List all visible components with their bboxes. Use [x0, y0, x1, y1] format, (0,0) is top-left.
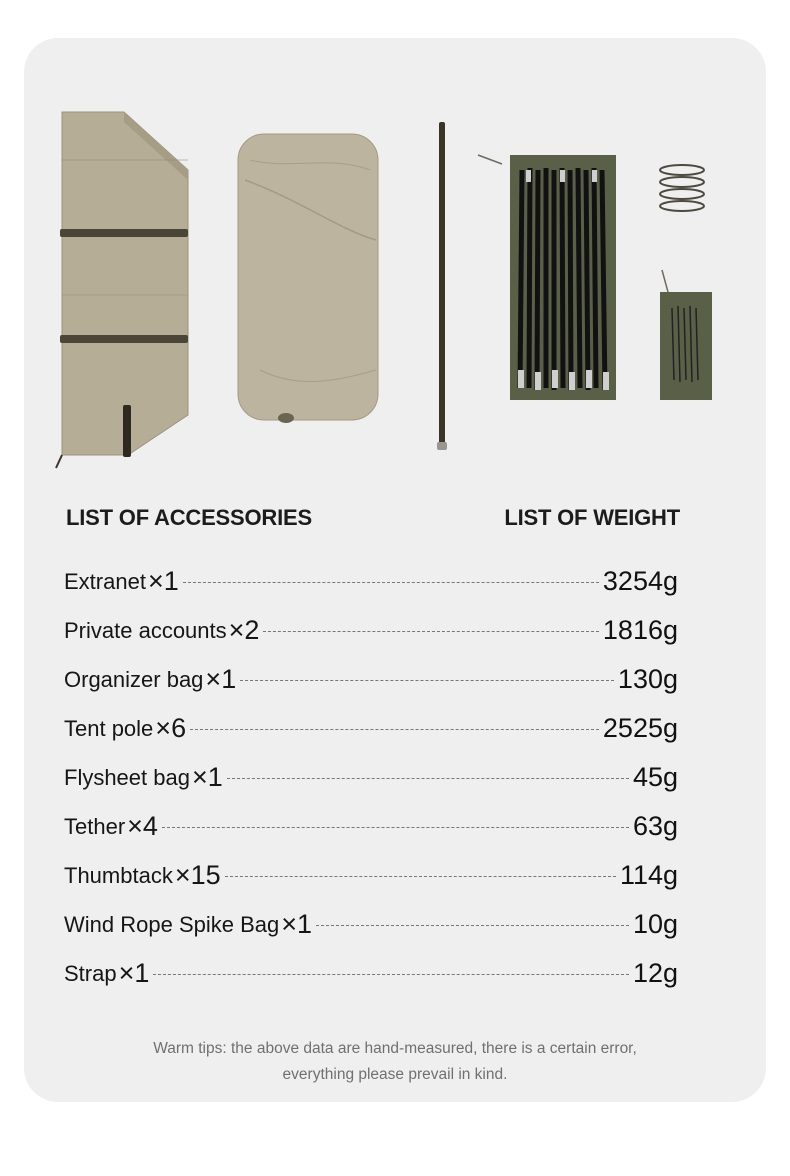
item-weight: 114g: [619, 860, 678, 890]
item-weight: 10g: [632, 909, 678, 939]
item-quantity: ×2: [228, 615, 260, 645]
item-weight: 1816g: [602, 615, 678, 645]
item-quantity: ×1: [191, 762, 223, 792]
accessories-header: LIST OF ACCESSORIES: [66, 505, 312, 530]
dotted-leader: [263, 631, 598, 632]
item-name: Wind Rope Spike Bag: [64, 911, 280, 937]
dotted-leader: [153, 974, 629, 975]
item-name: Thumbtack: [64, 862, 173, 888]
list-item-private-accounts: [64, 606, 678, 655]
item-name: Strap: [64, 960, 117, 986]
list-item-tent-pole: [64, 704, 678, 753]
item-weight: 2525g: [602, 713, 678, 743]
list-item-extranet: [64, 557, 678, 606]
item-quantity: ×6: [155, 713, 187, 743]
item-quantity: ×1: [147, 566, 179, 596]
dotted-leader: [162, 827, 629, 828]
spike-bag-image: [660, 270, 712, 400]
item-quantity: ×15: [174, 860, 221, 890]
dotted-leader: [183, 582, 599, 583]
tips-line-1: Warm tips: the above data are hand-measured, there is a certain error,: [153, 1040, 637, 1057]
list-item-wind-rope-spike-bag: [64, 900, 678, 949]
item-quantity: ×1: [281, 909, 313, 939]
dotted-leader: [240, 680, 614, 681]
weight-header: LIST OF WEIGHT: [504, 505, 680, 530]
item-weight: 45g: [632, 762, 678, 792]
item-name: Private accounts: [64, 617, 227, 643]
item-quantity: ×1: [205, 664, 237, 694]
item-weight: 63g: [632, 811, 678, 841]
list-item-tether: [64, 802, 678, 851]
list-header: [66, 505, 680, 531]
item-weight: 12g: [632, 958, 678, 988]
dotted-leader: [225, 876, 616, 877]
item-name: Tent pole: [64, 715, 154, 741]
item-quantity: ×4: [127, 811, 158, 841]
item-quantity: ×1: [118, 958, 150, 988]
item-weight: 130g: [617, 664, 678, 694]
item-weight: 3254g: [602, 566, 678, 596]
product-photo: [40, 70, 740, 500]
dotted-leader: [190, 729, 599, 730]
item-name: Organizer bag: [64, 666, 204, 692]
list-item-strap: [64, 949, 678, 998]
list-item-thumbtack: [64, 851, 678, 900]
list-item-organizer-bag: [64, 655, 678, 704]
organizer-bag-image: [56, 112, 188, 468]
strap-pole-image: [437, 122, 447, 450]
tips-line-2: everything please prevail in kind.: [282, 1066, 508, 1083]
item-name: Extranet: [64, 568, 146, 594]
tether-ropes-image: [660, 165, 704, 211]
item-name: Tether: [64, 813, 126, 839]
dotted-leader: [316, 925, 629, 926]
accessory-list: [64, 557, 678, 998]
item-name: Flysheet bag: [64, 764, 190, 790]
tent-pole-bag-image: [478, 155, 616, 400]
list-item-flysheet-bag: [64, 753, 678, 802]
dotted-leader: [227, 778, 629, 779]
rolled-tent-image: [238, 134, 378, 423]
warm-tips: [24, 1036, 766, 1088]
